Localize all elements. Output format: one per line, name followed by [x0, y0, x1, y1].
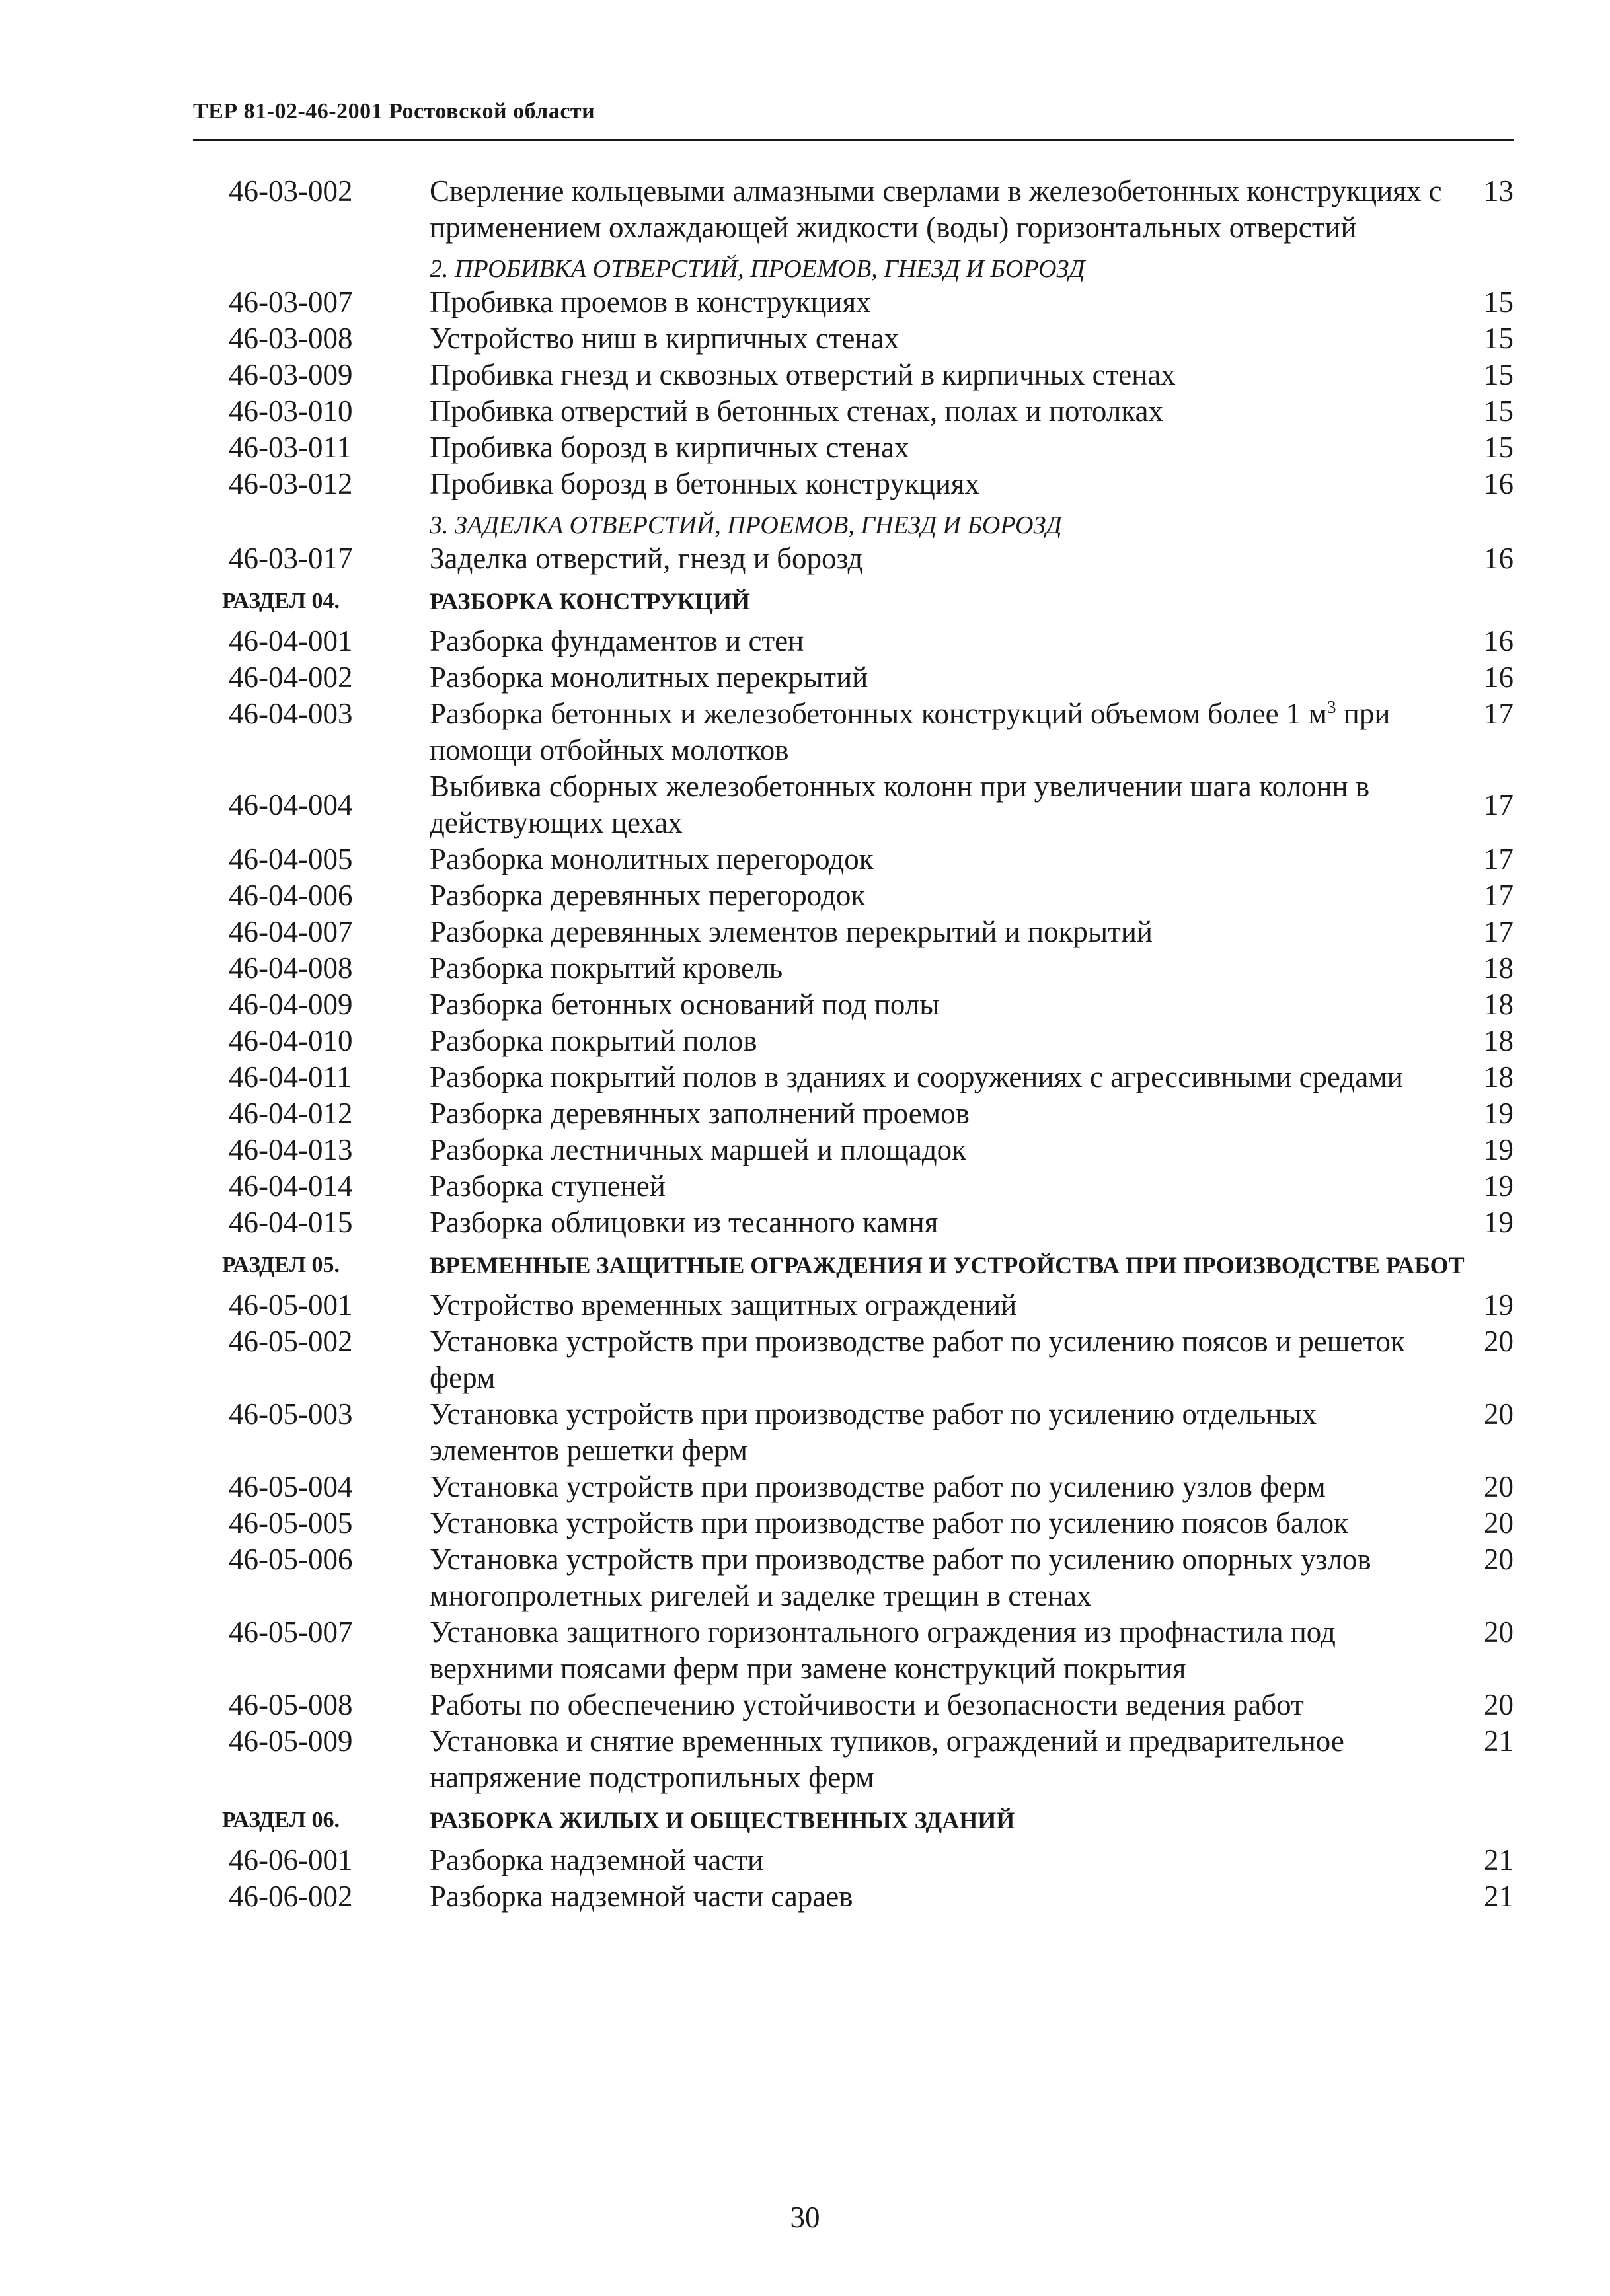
entry-title: Пробивка проемов в конструкциях	[430, 285, 871, 318]
entry-title: Разборка деревянных заполнений проемов	[430, 1097, 970, 1130]
entry-code: 46-05-001	[229, 1288, 353, 1321]
subsection-heading	[198, 502, 1514, 540]
toc-entry	[198, 768, 1514, 841]
toc-entry	[198, 1687, 1514, 1723]
entry-code: 46-04-012	[229, 1097, 353, 1130]
entry-page: 19	[1484, 1288, 1514, 1321]
entry-code: 46-04-003	[229, 697, 353, 730]
section-title: РАЗБОРКА ЖИЛЫХ И ОБЩЕСТВЕННЫХ ЗДАНИЙ	[430, 1807, 1015, 1833]
entry-title: Разборка лестничных маршей и площадок	[430, 1133, 966, 1166]
entry-code: 46-04-005	[229, 842, 353, 875]
entry-page: 15	[1484, 285, 1514, 318]
entry-page: 21	[1484, 1843, 1514, 1876]
subsection-title: 3. ЗАДЕЛКА ОТВЕРСТИЙ, ПРОЕМОВ, ГНЕЗД И БОРОЗД	[430, 511, 1062, 539]
toc-entry	[198, 1323, 1514, 1396]
entry-title: Разборка деревянных перегородок	[430, 879, 866, 912]
toc-entry	[198, 623, 1514, 659]
entry-page: 20	[1484, 1615, 1514, 1648]
entry-code: 46-05-009	[229, 1724, 353, 1758]
entry-page: 18	[1484, 988, 1514, 1021]
entry-title: Сверление кольцевыми алмазными сверлами в железобетонных конструкциях с применением охлаждающей жидкости (воды) горизонтальных отверстий	[430, 174, 1442, 244]
subsection-heading	[198, 246, 1514, 284]
entry-code: 46-05-007	[229, 1615, 353, 1648]
section-code: РАЗДЕЛ 04.	[222, 589, 340, 613]
entry-code: 46-04-001	[229, 624, 353, 657]
entry-title: Установка устройств при производстве работ по усилению поясов и решеток ферм	[430, 1325, 1405, 1394]
entry-code: 46-03-012	[229, 467, 353, 500]
entry-code: 46-03-009	[229, 358, 353, 391]
entry-title: Установка устройств при производстве работ по усилению опорных узлов многопролетных ригелей и заделке трещин в стенах	[430, 1543, 1371, 1612]
entry-title: Разборка надземной части	[430, 1843, 764, 1876]
header-rule	[193, 139, 1514, 141]
entry-page: 18	[1484, 951, 1514, 984]
toc-entry	[198, 1842, 1514, 1878]
entry-title: Пробивка борозд в бетонных конструкциях	[430, 467, 980, 500]
toc-entry	[198, 1023, 1514, 1059]
toc-entry	[198, 540, 1514, 577]
entry-title: Заделка отверстий, гнезд и борозд	[430, 542, 863, 575]
entry-code: 46-05-002	[229, 1325, 353, 1358]
entry-page: 19	[1484, 1097, 1514, 1130]
toc-entry	[198, 1614, 1514, 1687]
entry-title: Разборка покрытий полов в зданиях и сооружениях с агрессивными средами	[430, 1060, 1403, 1093]
entry-page: 20	[1484, 1506, 1514, 1539]
entry-page: 18	[1484, 1060, 1514, 1093]
entry-code: 46-04-015	[229, 1206, 353, 1239]
entry-page: 21	[1484, 1724, 1514, 1758]
entry-page: 15	[1484, 431, 1514, 464]
entry-page: 16	[1484, 624, 1514, 657]
entry-page: 15	[1484, 394, 1514, 427]
section-title: РАЗБОРКА КОНСТРУКЦИЙ	[430, 588, 750, 614]
entry-page: 19	[1484, 1133, 1514, 1166]
entry-title: Разборка облицовки из тесанного камня	[430, 1206, 939, 1239]
entry-page: 19	[1484, 1169, 1514, 1203]
toc-entry	[198, 1168, 1514, 1204]
section-title: ВРЕМЕННЫЕ ЗАЩИТНЫЕ ОГРАЖДЕНИЯ И УСТРОЙСТВА ПРИ ПРОИЗВОДСТВЕ РАБОТ	[430, 1252, 1465, 1278]
toc-entry	[198, 357, 1514, 393]
entry-title: Разборка фундаментов и стен	[430, 624, 804, 657]
entry-code: 46-04-008	[229, 951, 353, 984]
entry-page: 20	[1484, 1397, 1514, 1430]
entry-code: 46-04-009	[229, 988, 353, 1021]
toc-entry	[198, 393, 1514, 429]
entry-code: 46-04-006	[229, 879, 353, 912]
entry-code: 46-04-014	[229, 1169, 353, 1203]
entry-title: Разборка бетонных оснований под полы	[430, 988, 940, 1021]
entry-title: Пробивка борозд в кирпичных стенах	[430, 431, 909, 464]
entry-title-tail: при помощи отбойных молотков	[430, 697, 1391, 766]
entry-page: 20	[1484, 1325, 1514, 1358]
section-code: РАЗДЕЛ 05.	[222, 1253, 340, 1277]
entry-code: 46-06-002	[229, 1880, 353, 1913]
toc-entry	[198, 950, 1514, 986]
toc-entry	[198, 1396, 1514, 1469]
toc-entry	[198, 877, 1514, 914]
toc-entry	[198, 429, 1514, 466]
entry-code: 46-04-010	[229, 1024, 353, 1057]
entry-title: Устройство ниш в кирпичных стенах	[430, 322, 900, 355]
entry-page: 13	[1484, 174, 1514, 207]
toc-entry	[198, 1878, 1514, 1915]
entry-title: Выбивка сборных железобетонных колонн при увеличении шага колонн в действующих цехах	[430, 770, 1370, 839]
entry-code: 46-03-017	[229, 542, 353, 575]
entry-title: Устройство временных защитных ограждений	[430, 1288, 1017, 1321]
entry-page: 17	[1484, 879, 1514, 912]
toc-entry	[198, 1505, 1514, 1541]
entry-title: Установка устройств при производстве работ по усилению отдельных элементов решетки ферм	[430, 1397, 1317, 1467]
entry-code: 46-04-002	[229, 661, 353, 694]
toc-entry	[198, 1469, 1514, 1505]
entry-page: 16	[1484, 467, 1514, 500]
entry-title-superscript: 3	[1327, 697, 1336, 717]
entry-page: 15	[1484, 358, 1514, 391]
toc-entry	[198, 841, 1514, 877]
entry-title: Установка защитного горизонтального ограждения из профнастила под верхними поясами ферм при замене конструкций покрытия	[430, 1615, 1336, 1685]
entry-title: Разборка ступеней	[430, 1169, 666, 1203]
entry-page: 16	[1484, 542, 1514, 575]
entry-page: 20	[1484, 1688, 1514, 1721]
entry-page: 18	[1484, 1024, 1514, 1057]
entry-page: 19	[1484, 1206, 1514, 1239]
toc-entry	[198, 1059, 1514, 1095]
entry-title-text: Разборка бетонных и железобетонных конструкций объемом более	[430, 697, 1279, 730]
entry-title: Разборка деревянных элементов перекрытий и покрытий	[430, 915, 1153, 948]
entry-code: 46-04-013	[229, 1133, 353, 1166]
toc-entry	[198, 320, 1514, 357]
entry-code: 46-05-003	[229, 1397, 353, 1430]
entry-page: 20	[1484, 1543, 1514, 1576]
toc-entry	[198, 1095, 1514, 1132]
entry-code: 46-04-011	[229, 1060, 352, 1093]
entry-title: Пробивка гнезд и сквозных отверстий в кирпичных стенах	[430, 358, 1176, 391]
document-header: ТЕР 81-02-46-2001 Ростовской области	[193, 99, 595, 124]
toc-entry	[198, 914, 1514, 950]
table-of-contents	[198, 173, 1514, 1915]
entry-code: 46-03-011	[229, 431, 352, 464]
entry-page: 17	[1484, 697, 1514, 730]
entry-title-unit: 1 м	[1285, 697, 1328, 730]
section-heading	[198, 1241, 1514, 1287]
toc-entry	[198, 1204, 1514, 1241]
entry-code: 46-05-004	[229, 1470, 353, 1503]
toc-entry	[198, 1723, 1514, 1796]
entry-code: 46-04-007	[229, 915, 353, 948]
entry-code: 46-05-006	[229, 1543, 353, 1576]
toc-entry	[198, 284, 1514, 320]
entry-code: 46-03-008	[229, 322, 353, 355]
entry-title: Разборка надземной части сараев	[430, 1880, 853, 1913]
entry-page: 20	[1484, 1470, 1514, 1503]
entry-page: 21	[1484, 1880, 1514, 1913]
entry-title: Разборка покрытий полов	[430, 1024, 757, 1057]
toc-entry	[198, 986, 1514, 1023]
entry-page: 16	[1484, 661, 1514, 694]
entry-title: Работы по обеспечению устойчивости и безопасности ведения работ	[430, 1688, 1304, 1721]
section-heading	[198, 1796, 1514, 1842]
entry-code: 46-05-005	[229, 1506, 353, 1539]
entry-code: 46-06-001	[229, 1843, 353, 1876]
entry-page: 15	[1484, 322, 1514, 355]
entry-title: Установка устройств при производстве работ по усилению поясов балок	[430, 1506, 1349, 1539]
entry-code: 46-05-008	[229, 1688, 353, 1721]
toc-entry	[198, 1541, 1514, 1614]
entry-page: 17	[1484, 788, 1514, 821]
entry-title: Разборка покрытий кровель	[430, 951, 783, 984]
entry-title: Разборка монолитных перегородок	[430, 842, 874, 875]
entry-title: Пробивка отверстий в бетонных стенах, полах и потолках	[430, 394, 1163, 427]
entry-title: Разборка монолитных перекрытий	[430, 661, 868, 694]
toc-entry	[198, 1132, 1514, 1168]
entry-page: 17	[1484, 842, 1514, 875]
toc-entry	[198, 173, 1514, 246]
toc-entry	[198, 696, 1514, 768]
section-code: РАЗДЕЛ 06.	[222, 1808, 340, 1832]
entry-page: 17	[1484, 915, 1514, 948]
page-number: 30	[790, 2201, 820, 2234]
toc-entry	[198, 1287, 1514, 1323]
entry-title: Установка и снятие временных тупиков, ограждений и предварительное напряжение подстропильных ферм	[430, 1724, 1344, 1794]
toc-entry	[198, 466, 1514, 502]
entry-code: 46-03-010	[229, 394, 353, 427]
entry-title	[430, 696, 1467, 768]
entry-code: 46-03-007	[229, 285, 353, 318]
entry-title: Установка устройств при производстве работ по усилению узлов ферм	[430, 1470, 1326, 1503]
subsection-title: 2. ПРОБИВКА ОТВЕРСТИЙ, ПРОЕМОВ, ГНЕЗД И БОРОЗД	[430, 255, 1085, 283]
entry-code: 46-04-004	[229, 788, 353, 821]
section-heading	[198, 577, 1514, 623]
toc-entry	[198, 659, 1514, 696]
entry-code: 46-03-002	[229, 174, 353, 207]
